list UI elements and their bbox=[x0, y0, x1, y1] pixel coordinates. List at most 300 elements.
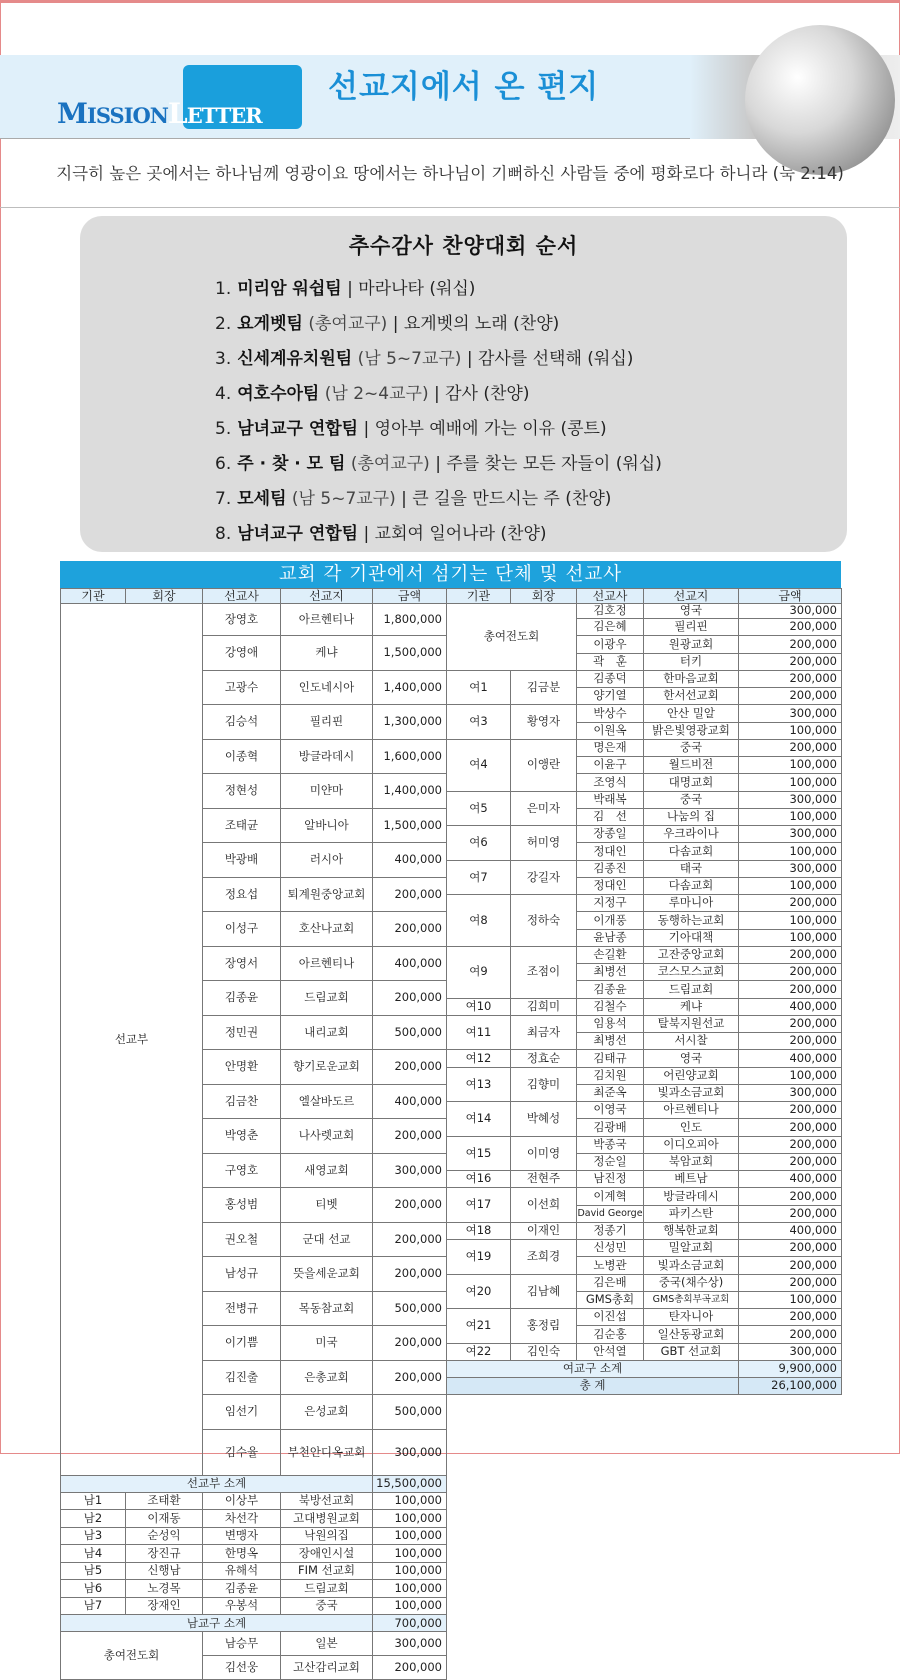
location-cell: 군대 선교 bbox=[281, 1222, 373, 1257]
amount-cell: 300,000 bbox=[739, 604, 842, 619]
amount-cell: 1,800,000 bbox=[373, 604, 447, 636]
table-title: 교회 각 기관에서 섬기는 단체 및 선교사 bbox=[60, 561, 841, 588]
missionary-cell: 김치원 bbox=[577, 1067, 644, 1084]
globe-icon bbox=[745, 25, 895, 175]
missionary-cell: 이기쁨 bbox=[203, 1326, 281, 1361]
org-cell: 여6 bbox=[447, 826, 511, 861]
org-cell: 여12 bbox=[447, 1050, 511, 1067]
missionary-cell: 손길환 bbox=[577, 946, 644, 963]
song-title: | 감사 (찬양) bbox=[433, 384, 530, 404]
amount-cell: 100,000 bbox=[739, 722, 842, 739]
missionary-cell: 안명환 bbox=[203, 1050, 281, 1085]
location-cell: 코스모스교회 bbox=[644, 964, 739, 981]
column-header: 선교지 bbox=[281, 589, 373, 604]
amount-cell: 1,500,000 bbox=[373, 636, 447, 671]
org-cell: 남7 bbox=[61, 1597, 126, 1615]
location-cell: 일산동광교회 bbox=[644, 1326, 739, 1343]
table-row bbox=[61, 604, 842, 619]
location-cell: 방글라데시 bbox=[644, 1188, 739, 1205]
amount-cell: 300,000 bbox=[739, 860, 842, 877]
missionary-cell: 조영식 bbox=[577, 774, 644, 791]
subtotal-label: 여교구 소계 bbox=[447, 1360, 739, 1377]
org-cell: 여14 bbox=[447, 1102, 511, 1137]
program-item bbox=[215, 449, 662, 474]
missionary-cell: 김금찬 bbox=[203, 1084, 281, 1119]
amount-cell: 200,000 bbox=[373, 1326, 447, 1361]
president-cell: 신행남 bbox=[126, 1562, 203, 1580]
location-cell: 나사렛교회 bbox=[281, 1119, 373, 1154]
location-cell: 탄자니아 bbox=[644, 1309, 739, 1326]
item-number: 1. bbox=[215, 279, 232, 299]
missionary-cell: 이종혁 bbox=[203, 739, 281, 774]
table-row bbox=[61, 1475, 842, 1492]
column-header: 회장 bbox=[511, 589, 577, 604]
amount-cell: 200,000 bbox=[739, 1326, 842, 1343]
location-cell: 드림교회 bbox=[644, 981, 739, 998]
song-title: | 영아부 예배에 가는 이유 (콩트) bbox=[363, 419, 607, 439]
location-cell: 아르헨티나 bbox=[281, 604, 373, 636]
org-cell: 총여전도회 bbox=[61, 1632, 203, 1680]
missionary-cell: 지정구 bbox=[577, 895, 644, 912]
location-cell: 터키 bbox=[644, 653, 739, 670]
location-cell: 내리교회 bbox=[281, 1015, 373, 1050]
location-cell: 밀알교회 bbox=[644, 1240, 739, 1257]
president-cell: 강길자 bbox=[511, 860, 577, 895]
location-cell: FIM 선교회 bbox=[281, 1562, 373, 1580]
table-row bbox=[61, 1597, 842, 1615]
president-cell: 장진규 bbox=[126, 1545, 203, 1563]
amount-cell: 200,000 bbox=[373, 1257, 447, 1292]
location-cell: 필리핀 bbox=[281, 705, 373, 740]
amount-cell: 100,000 bbox=[739, 757, 842, 774]
subtotal-label: 남교구 소계 bbox=[61, 1615, 373, 1632]
amount-cell: 1,300,000 bbox=[373, 705, 447, 740]
org-cell: 여15 bbox=[447, 1136, 511, 1171]
president-cell: 장재인 bbox=[126, 1597, 203, 1615]
missionary-cell: 박래복 bbox=[577, 791, 644, 808]
missionary-cell: 남승무 bbox=[203, 1632, 281, 1656]
president-cell: 조태환 bbox=[126, 1492, 203, 1510]
location-cell: 은성교회 bbox=[281, 1395, 373, 1430]
location-cell: 은총교회 bbox=[281, 1360, 373, 1395]
org-cell: 선교부 bbox=[61, 604, 203, 1476]
president-cell: 정하숙 bbox=[511, 895, 577, 947]
location-cell: 필리핀 bbox=[644, 619, 739, 636]
org-cell: 여19 bbox=[447, 1240, 511, 1275]
missionary-cell: 이성구 bbox=[203, 912, 281, 947]
location-cell: 드림교회 bbox=[281, 1580, 373, 1598]
missionary-cell: 김종윤 bbox=[203, 1580, 281, 1598]
location-cell: 장애인시설 bbox=[281, 1545, 373, 1563]
amount-cell: 200,000 bbox=[739, 1240, 842, 1257]
org-cell: 여13 bbox=[447, 1067, 511, 1102]
missionary-cell: 장영서 bbox=[203, 946, 281, 981]
amount-cell: 200,000 bbox=[739, 1309, 842, 1326]
org-cell: 남4 bbox=[61, 1545, 126, 1563]
column-header: 금액 bbox=[739, 589, 842, 604]
location-cell: 중국(채수상) bbox=[644, 1274, 739, 1291]
column-header: 선교사 bbox=[203, 589, 281, 604]
missionary-cell: 김은혜 bbox=[577, 619, 644, 636]
amount-cell: 500,000 bbox=[373, 1015, 447, 1050]
location-cell: 다솜교회 bbox=[644, 877, 739, 894]
location-cell: 방글라데시 bbox=[281, 739, 373, 774]
location-cell: 안산 밀알 bbox=[644, 705, 739, 722]
amount-cell: 100,000 bbox=[739, 843, 842, 860]
location-cell: GMS총회부곡교회 bbox=[644, 1291, 739, 1308]
location-cell: 알바니아 bbox=[281, 808, 373, 843]
location-cell: 향기로운교회 bbox=[281, 1050, 373, 1085]
location-cell: 베트남 bbox=[644, 1171, 739, 1188]
team-info: (남 5~7교구) bbox=[291, 489, 396, 509]
missionary-cell: 박종국 bbox=[577, 1136, 644, 1153]
location-cell: 중국 bbox=[644, 739, 739, 756]
amount-cell: 400,000 bbox=[739, 998, 842, 1015]
table-row bbox=[61, 1562, 842, 1580]
amount-cell: 300,000 bbox=[739, 705, 842, 722]
org-cell: 남1 bbox=[61, 1492, 126, 1510]
location-cell: 새영교회 bbox=[281, 1153, 373, 1188]
amount-cell: 100,000 bbox=[373, 1492, 447, 1510]
location-cell: GBT 선교회 bbox=[644, 1343, 739, 1360]
missionary-cell: 김광배 bbox=[577, 1119, 644, 1136]
item-number: 2. bbox=[215, 314, 232, 334]
president-cell: 조희경 bbox=[511, 1240, 577, 1275]
missionary-cell: 최병선 bbox=[577, 1033, 644, 1050]
missionary-cell: 조태균 bbox=[203, 808, 281, 843]
missionary-cell: 유해석 bbox=[203, 1562, 281, 1580]
missionary-cell: 강영애 bbox=[203, 636, 281, 671]
missionary-cell: 김철수 bbox=[577, 998, 644, 1015]
location-cell: 인도네시아 bbox=[281, 670, 373, 705]
missionary-cell: 정순일 bbox=[577, 1153, 644, 1170]
location-cell: 미얀마 bbox=[281, 774, 373, 809]
amount-cell: 200,000 bbox=[739, 1102, 842, 1119]
program-item bbox=[215, 274, 475, 299]
amount-cell: 200,000 bbox=[739, 1274, 842, 1291]
missionary-cell: 우봉석 bbox=[203, 1597, 281, 1615]
amount-cell: 200,000 bbox=[739, 895, 842, 912]
amount-cell: 200,000 bbox=[739, 739, 842, 756]
amount-cell: 400,000 bbox=[373, 946, 447, 981]
org-cell: 여22 bbox=[447, 1343, 511, 1360]
amount-cell: 200,000 bbox=[373, 981, 447, 1016]
location-cell: 호산나교회 bbox=[281, 912, 373, 947]
program-item bbox=[215, 414, 607, 439]
missionary-cell: 박광배 bbox=[203, 843, 281, 878]
amount-cell: 100,000 bbox=[739, 808, 842, 825]
org-cell: 여5 bbox=[447, 791, 511, 826]
location-cell: 루마니아 bbox=[644, 895, 739, 912]
amount-cell: 100,000 bbox=[373, 1527, 447, 1545]
location-cell: 중국 bbox=[281, 1597, 373, 1615]
amount-cell: 200,000 bbox=[739, 1136, 842, 1153]
president-cell: 조점이 bbox=[511, 946, 577, 998]
location-cell: 한서선교회 bbox=[644, 688, 739, 705]
missionary-cell: 김종윤 bbox=[577, 981, 644, 998]
amount-cell: 100,000 bbox=[373, 1562, 447, 1580]
missionary-cell: 김순홍 bbox=[577, 1326, 644, 1343]
program-title: 추수감사 찬양대회 순서 bbox=[348, 234, 579, 258]
missionary-cell: 정요섭 bbox=[203, 877, 281, 912]
org-cell: 여16 bbox=[447, 1171, 511, 1188]
missionary-cell: 이상부 bbox=[203, 1492, 281, 1510]
amount-cell: 200,000 bbox=[373, 912, 447, 947]
song-title: | 교회여 일어나라 (찬양) bbox=[363, 524, 547, 544]
missionary-cell: 남성규 bbox=[203, 1257, 281, 1292]
amount-cell: 400,000 bbox=[739, 1050, 842, 1067]
program-item bbox=[215, 519, 547, 544]
amount-cell: 100,000 bbox=[739, 1067, 842, 1084]
missionary-cell: 김 선 bbox=[577, 808, 644, 825]
table-row bbox=[61, 1527, 842, 1545]
missionary-cell: 김태규 bbox=[577, 1050, 644, 1067]
location-cell: 밝은빛영광교회 bbox=[644, 722, 739, 739]
president-cell: 허미영 bbox=[511, 826, 577, 861]
missionary-cell: 정대인 bbox=[577, 843, 644, 860]
missionary-cell: 이원옥 bbox=[577, 722, 644, 739]
missionary-cell: 이영국 bbox=[577, 1102, 644, 1119]
missionary-cell: 이광우 bbox=[577, 636, 644, 653]
missionary-cell: 안석열 bbox=[577, 1343, 644, 1360]
song-title: | 마라나타 (워십) bbox=[347, 279, 476, 299]
amount-cell: 300,000 bbox=[373, 1632, 447, 1656]
missionary-cell: 곽 훈 bbox=[577, 653, 644, 670]
location-cell: 빛과소금교회 bbox=[644, 1084, 739, 1101]
table-row bbox=[61, 1580, 842, 1598]
amount-cell: 100,000 bbox=[739, 912, 842, 929]
amount-cell: 200,000 bbox=[373, 877, 447, 912]
location-cell: 이디오피아 bbox=[644, 1136, 739, 1153]
column-header: 선교지 bbox=[644, 589, 739, 604]
amount-cell: 1,600,000 bbox=[373, 739, 447, 774]
president-cell: 김향미 bbox=[511, 1067, 577, 1102]
missionary-cell: 박영춘 bbox=[203, 1119, 281, 1154]
missionary-cell: GMS총회 bbox=[577, 1291, 644, 1308]
amount-cell: 200,000 bbox=[373, 1360, 447, 1395]
location-cell: 아르헨티나 bbox=[644, 1102, 739, 1119]
program-item bbox=[215, 484, 611, 509]
item-number: 8. bbox=[215, 524, 232, 544]
president-cell: 홍정림 bbox=[511, 1309, 577, 1344]
location-cell: 엘살바도르 bbox=[281, 1084, 373, 1119]
amount-cell: 100,000 bbox=[373, 1545, 447, 1563]
amount-cell: 200,000 bbox=[373, 1119, 447, 1154]
missionary-cell: 김선웅 bbox=[203, 1656, 281, 1680]
president-cell: 전현주 bbox=[511, 1171, 577, 1188]
president-cell: 이재인 bbox=[511, 1222, 577, 1239]
amount-cell: 100,000 bbox=[373, 1510, 447, 1528]
amount-cell: 1,400,000 bbox=[373, 670, 447, 705]
org-cell: 남5 bbox=[61, 1562, 126, 1580]
location-cell: 케냐 bbox=[644, 998, 739, 1015]
amount-cell: 200,000 bbox=[739, 1033, 842, 1050]
president-cell: 김인숙 bbox=[511, 1343, 577, 1360]
location-cell: 고산감리교회 bbox=[281, 1656, 373, 1680]
missionary-cell: 변맹자 bbox=[203, 1527, 281, 1545]
amount-cell: 200,000 bbox=[739, 688, 842, 705]
donation-table bbox=[60, 588, 842, 1680]
missionary-cell: 홍성범 bbox=[203, 1188, 281, 1223]
missionary-cell: 명은재 bbox=[577, 739, 644, 756]
org-cell: 여18 bbox=[447, 1222, 511, 1239]
org-cell: 남2 bbox=[61, 1510, 126, 1528]
amount-cell: 200,000 bbox=[373, 1050, 447, 1085]
missionary-cell: 김종덕 bbox=[577, 670, 644, 687]
org-cell: 여3 bbox=[447, 705, 511, 740]
table-row bbox=[61, 1492, 842, 1510]
amount-cell: 100,000 bbox=[739, 774, 842, 791]
org-cell: 여10 bbox=[447, 998, 511, 1015]
amount-cell: 400,000 bbox=[739, 1171, 842, 1188]
president-cell: 황영자 bbox=[511, 705, 577, 740]
amount-cell: 200,000 bbox=[739, 636, 842, 653]
bible-verse: 지극히 높은 곳에서는 하나님께 영광이요 땅에서는 하나님이 기뻐하신 사람들 중에 평화로다 하니라 (눅 2:14) bbox=[56, 164, 844, 183]
amount-cell: 200,000 bbox=[739, 964, 842, 981]
subtotal-amount: 700,000 bbox=[373, 1615, 447, 1632]
team-info: (총여교구) bbox=[350, 454, 430, 474]
missionary-cell: 최병선 bbox=[577, 964, 644, 981]
amount-cell: 100,000 bbox=[739, 877, 842, 894]
program-item bbox=[215, 379, 529, 404]
location-cell: 다솜교회 bbox=[644, 843, 739, 860]
item-number: 6. bbox=[215, 454, 232, 474]
location-cell: 드림교회 bbox=[281, 981, 373, 1016]
missionary-cell: 김수율 bbox=[203, 1429, 281, 1475]
missionary-cell: 김호정 bbox=[577, 604, 644, 619]
location-cell: 아르헨티나 bbox=[281, 946, 373, 981]
missionary-cell: 김진출 bbox=[203, 1360, 281, 1395]
location-cell: 뜻을세운교회 bbox=[281, 1257, 373, 1292]
missionary-cell: 이개풍 bbox=[577, 912, 644, 929]
amount-cell: 500,000 bbox=[373, 1291, 447, 1326]
amount-cell: 100,000 bbox=[373, 1597, 447, 1615]
president-cell: 노경목 bbox=[126, 1580, 203, 1598]
amount-cell: 400,000 bbox=[739, 1222, 842, 1239]
org-cell: 총여전도회 bbox=[447, 604, 577, 671]
location-cell: 인도 bbox=[644, 1119, 739, 1136]
column-header: 회장 bbox=[126, 589, 203, 604]
org-cell: 여4 bbox=[447, 739, 511, 791]
location-cell: 고잔중앙교회 bbox=[644, 946, 739, 963]
location-cell: 미국 bbox=[281, 1326, 373, 1361]
org-cell: 여7 bbox=[447, 860, 511, 895]
table-row bbox=[61, 1510, 842, 1528]
missionary-cell: 이진섭 bbox=[577, 1309, 644, 1326]
program-item bbox=[215, 344, 633, 369]
amount-cell: 1,500,000 bbox=[373, 808, 447, 843]
location-cell: 고대병원교회 bbox=[281, 1510, 373, 1528]
location-cell: 영국 bbox=[644, 1050, 739, 1067]
location-cell: 목동참교회 bbox=[281, 1291, 373, 1326]
president-cell: 이재동 bbox=[126, 1510, 203, 1528]
org-cell: 여11 bbox=[447, 1015, 511, 1050]
location-cell: 월드비전 bbox=[644, 757, 739, 774]
missionary-cell: 이계혁 bbox=[577, 1188, 644, 1205]
org-cell: 여20 bbox=[447, 1274, 511, 1309]
amount-cell: 200,000 bbox=[739, 1205, 842, 1222]
team-name: 남녀교구 연합팀 bbox=[237, 524, 359, 544]
missionary-cell: 임용석 bbox=[577, 1015, 644, 1032]
missionary-cell: 장영호 bbox=[203, 604, 281, 636]
president-cell: 이미영 bbox=[511, 1136, 577, 1171]
missionary-cell: 전병규 bbox=[203, 1291, 281, 1326]
location-cell: 티벳 bbox=[281, 1188, 373, 1223]
amount-cell: 200,000 bbox=[739, 653, 842, 670]
missionary-cell: 이윤구 bbox=[577, 757, 644, 774]
amount-cell: 300,000 bbox=[739, 791, 842, 808]
amount-cell: 200,000 bbox=[739, 1119, 842, 1136]
president-cell: 김남혜 bbox=[511, 1274, 577, 1309]
item-number: 7. bbox=[215, 489, 232, 509]
missionary-cell: 정대인 bbox=[577, 877, 644, 894]
missionary-cell: 정현성 bbox=[203, 774, 281, 809]
location-cell: 탈북지원선교 bbox=[644, 1015, 739, 1032]
location-cell: 중국 bbox=[644, 791, 739, 808]
missionary-cell: 남진정 bbox=[577, 1171, 644, 1188]
amount-cell: 100,000 bbox=[739, 1291, 842, 1308]
org-cell: 여8 bbox=[447, 895, 511, 947]
column-header: 선교사 bbox=[577, 589, 644, 604]
missionary-cell: 임선기 bbox=[203, 1395, 281, 1430]
missionary-cell: 정민권 bbox=[203, 1015, 281, 1050]
location-cell: 케냐 bbox=[281, 636, 373, 671]
donation-table-section bbox=[60, 561, 841, 1680]
missionary-cell: 김승석 bbox=[203, 705, 281, 740]
team-info: (남 5~7교구) bbox=[357, 349, 462, 369]
missionary-cell: 권오철 bbox=[203, 1222, 281, 1257]
amount-cell: 200,000 bbox=[739, 619, 842, 636]
program-box bbox=[80, 216, 847, 552]
location-cell: 퇴계원중앙교회 bbox=[281, 877, 373, 912]
amount-cell: 200,000 bbox=[739, 1188, 842, 1205]
president-cell: 최금자 bbox=[511, 1015, 577, 1050]
missionary-cell: 윤남종 bbox=[577, 929, 644, 946]
column-header: 금액 bbox=[373, 589, 447, 604]
amount-cell: 200,000 bbox=[373, 1656, 447, 1680]
president-cell: 이선희 bbox=[511, 1188, 577, 1223]
item-number: 3. bbox=[215, 349, 232, 369]
column-header: 기관 bbox=[447, 589, 511, 604]
org-cell: 여17 bbox=[447, 1188, 511, 1223]
amount-cell: 200,000 bbox=[373, 1222, 447, 1257]
page-title: 선교지에서 온 편지 bbox=[328, 69, 600, 105]
location-cell: 낙원의집 bbox=[281, 1527, 373, 1545]
location-cell: 일본 bbox=[281, 1632, 373, 1656]
amount-cell: 200,000 bbox=[739, 946, 842, 963]
location-cell: 나눔의 집 bbox=[644, 808, 739, 825]
president-cell: 이앵란 bbox=[511, 739, 577, 791]
location-cell: 서시찰 bbox=[644, 1033, 739, 1050]
table-row bbox=[61, 1545, 842, 1563]
amount-cell: 300,000 bbox=[373, 1153, 447, 1188]
location-cell: 우크라이나 bbox=[644, 826, 739, 843]
missionary-cell: David George bbox=[577, 1205, 644, 1222]
location-cell: 파키스탄 bbox=[644, 1205, 739, 1222]
amount-cell: 200,000 bbox=[739, 981, 842, 998]
org-cell: 여9 bbox=[447, 946, 511, 998]
song-title: | 감사를 선택해 (워십) bbox=[466, 349, 634, 369]
mission-letter-logo: MISSIONLETTER bbox=[57, 97, 262, 130]
team-name: 모세팀 bbox=[237, 489, 287, 509]
amount-cell: 300,000 bbox=[739, 1343, 842, 1360]
location-cell: 한마음교회 bbox=[644, 670, 739, 687]
amount-cell: 200,000 bbox=[739, 1257, 842, 1274]
amount-cell: 100,000 bbox=[739, 929, 842, 946]
amount-cell: 400,000 bbox=[373, 843, 447, 878]
amount-cell: 500,000 bbox=[373, 1395, 447, 1430]
grand-total-label: 총 계 bbox=[447, 1378, 739, 1395]
